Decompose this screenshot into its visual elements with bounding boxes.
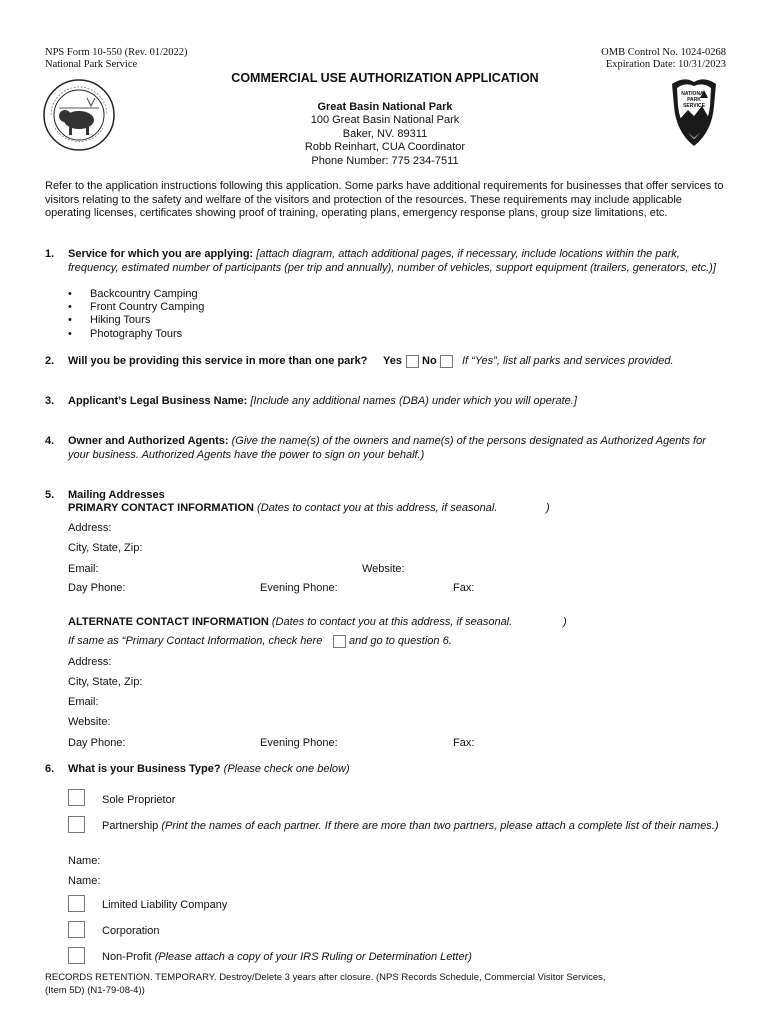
q2-number: 2. <box>45 355 55 367</box>
llc-label: Limited Liability Company <box>102 899 228 911</box>
q1-label: Service for which you are applying: <box>68 248 254 260</box>
list-item: • Backcountry Camping <box>68 288 198 300</box>
expiration-date: Expiration Date: 10/31/2023 <box>605 59 726 70</box>
q3-text <box>68 395 577 407</box>
partnership-note: (Print the names of each partner. If there are more than two partners, please attach a complete list of their names.) <box>161 820 719 832</box>
list-item: • Hiking Tours <box>68 314 151 326</box>
q1-text <box>68 248 723 275</box>
sole-proprietor-checkbox[interactable] <box>68 789 85 806</box>
q6-text <box>68 763 350 775</box>
same-as-after-text: and go to question 6. <box>349 635 452 647</box>
q6-number: 6. <box>45 763 55 775</box>
llc-checkbox[interactable] <box>68 895 85 912</box>
q2-label: Will you be providing this service in more than one park? <box>68 355 368 367</box>
records-retention-line-1: RECORDS RETENTION. TEMPORARY. Destroy/Delete 3 years after closure. (NPS Records Schedule, Commercial Visitor Services, <box>45 972 606 983</box>
service-item-label: Photography Tours <box>90 328 183 340</box>
q1-note: [attach diagram, attach additional pages, if necessary, include locations within the park, frequency, estimated number of participants (per trip and annually), number of vehicles, support equipment (trailers, generators, etc.)] <box>68 248 716 274</box>
sole-proprietor-label: Sole Proprietor <box>102 794 176 806</box>
q6-label: What is your Business Type? <box>68 763 221 775</box>
doi-seal-icon <box>41 78 117 152</box>
same-as-primary-checkbox[interactable] <box>333 635 346 648</box>
alternate-city-label: City, State, Zip: <box>68 676 143 688</box>
q5-label: Mailing Addresses <box>68 489 165 501</box>
service-item-label: Backcountry Camping <box>90 288 198 300</box>
alternate-close-paren: ) <box>563 616 567 628</box>
nonprofit-label: Non-Profit <box>102 951 152 963</box>
svg-text:SERVICE: SERVICE <box>683 103 705 109</box>
q6-note: (Please check one below) <box>223 763 350 775</box>
partnership-label: Partnership <box>102 820 159 832</box>
nonprofit-text <box>102 951 472 963</box>
primary-contact-label: PRIMARY CONTACT INFORMATION <box>68 502 254 514</box>
park-address-1: 100 Great Basin National Park <box>310 114 460 126</box>
records-retention-line-2: (Item 5D) (N1-79-08-4)) <box>45 985 145 996</box>
alternate-evening-phone-label: Evening Phone: <box>260 737 338 749</box>
q4-label: Owner and Authorized Agents: <box>68 435 229 447</box>
primary-address-label: Address: <box>68 522 112 534</box>
q4-note: (Give the name(s) of the owners and name(s) of the persons designated as Authorized Agents for your business. Authorized Agents have the power to sign on your behalf.) <box>68 435 706 461</box>
alternate-email-label: Email: <box>68 696 99 708</box>
q2-note: If “Yes”, list all parks and services provided. <box>462 355 674 367</box>
q2-no-label: No <box>422 355 437 367</box>
omb-control: OMB Control No. 1024-0268 <box>601 47 726 58</box>
q1-number: 1. <box>45 248 55 260</box>
primary-contact-heading <box>68 502 497 514</box>
alternate-address-label: Address: <box>68 656 112 668</box>
corporation-label: Corporation <box>102 925 160 937</box>
same-as-text: If same as “Primary Contact Information, check here <box>68 635 323 647</box>
q3-note: [Include any additional names (DBA) under which you will operate.] <box>250 395 577 407</box>
alternate-website-label: Website: <box>68 716 111 728</box>
svg-text:NATIONAL: NATIONAL <box>681 91 707 97</box>
q4-number: 4. <box>45 435 55 447</box>
service-item-label: Front Country Camping <box>90 301 205 313</box>
primary-day-phone-label: Day Phone: <box>68 582 126 594</box>
q5-number: 5. <box>45 489 55 501</box>
corporation-checkbox[interactable] <box>68 921 85 938</box>
service-item-label: Hiking Tours <box>90 314 151 326</box>
q3-label: Applicant’s Legal Business Name: <box>68 395 248 407</box>
primary-close-paren: ) <box>546 502 550 514</box>
primary-contact-note: (Dates to contact you at this address, if seasonal. <box>257 502 498 514</box>
agency-name: National Park Service <box>45 59 138 70</box>
alternate-day-phone-label: Day Phone: <box>68 737 126 749</box>
nps-arrowhead-icon <box>668 76 720 148</box>
nonprofit-note: (Please attach a copy of your IRS Ruling or Determination Letter) <box>154 951 472 963</box>
partnership-checkbox[interactable] <box>68 816 85 833</box>
partner-name-2-label: Name: <box>68 875 101 887</box>
q3-number: 3. <box>45 395 55 407</box>
primary-website-label: Website: <box>362 563 405 575</box>
primary-evening-phone-label: Evening Phone: <box>260 582 338 594</box>
alternate-contact-label: ALTERNATE CONTACT INFORMATION <box>68 616 269 628</box>
alternate-contact-note: (Dates to contact you at this address, if seasonal. <box>271 616 513 628</box>
park-name: Great Basin National Park <box>317 101 453 113</box>
svg-text:PARK: PARK <box>687 97 701 103</box>
primary-email-label: Email: <box>68 563 99 575</box>
list-item: • Front Country Camping <box>68 301 205 313</box>
q4-text <box>68 435 718 462</box>
park-phone: Phone Number: 775 234-7511 <box>311 155 459 167</box>
list-item: • Photography Tours <box>68 328 183 340</box>
q2-no-checkbox[interactable] <box>440 355 453 368</box>
nonprofit-checkbox[interactable] <box>68 947 85 964</box>
coordinator: Robb Reinhart, CUA Coordinator <box>304 141 466 153</box>
partner-name-1-label: Name: <box>68 855 101 867</box>
primary-fax-label: Fax: <box>453 582 475 594</box>
intro-paragraph: Refer to the application instructions following this application. Some parks have additional requirements for businesses that offer services to visitors relating to the safety and welfare of the visitors and protection of the resources. These requirements may include applicable operating licenses, certificates showing proof of training, operating plans, emergency response plans, group size limitations, etc. <box>45 180 724 219</box>
q2-yes-checkbox[interactable] <box>406 355 419 368</box>
park-address-2: Baker, NV. 89311 <box>342 128 428 140</box>
form-number: NPS Form 10-550 (Rev. 01/2022) <box>45 47 188 58</box>
alternate-fax-label: Fax: <box>453 737 475 749</box>
q2-yes-label: Yes <box>383 355 402 367</box>
page-title: COMMERCIAL USE AUTHORIZATION APPLICATION <box>231 71 539 85</box>
partnership-text <box>102 820 722 834</box>
alternate-contact-heading <box>68 616 512 628</box>
primary-city-label: City, State, Zip: <box>68 542 143 554</box>
